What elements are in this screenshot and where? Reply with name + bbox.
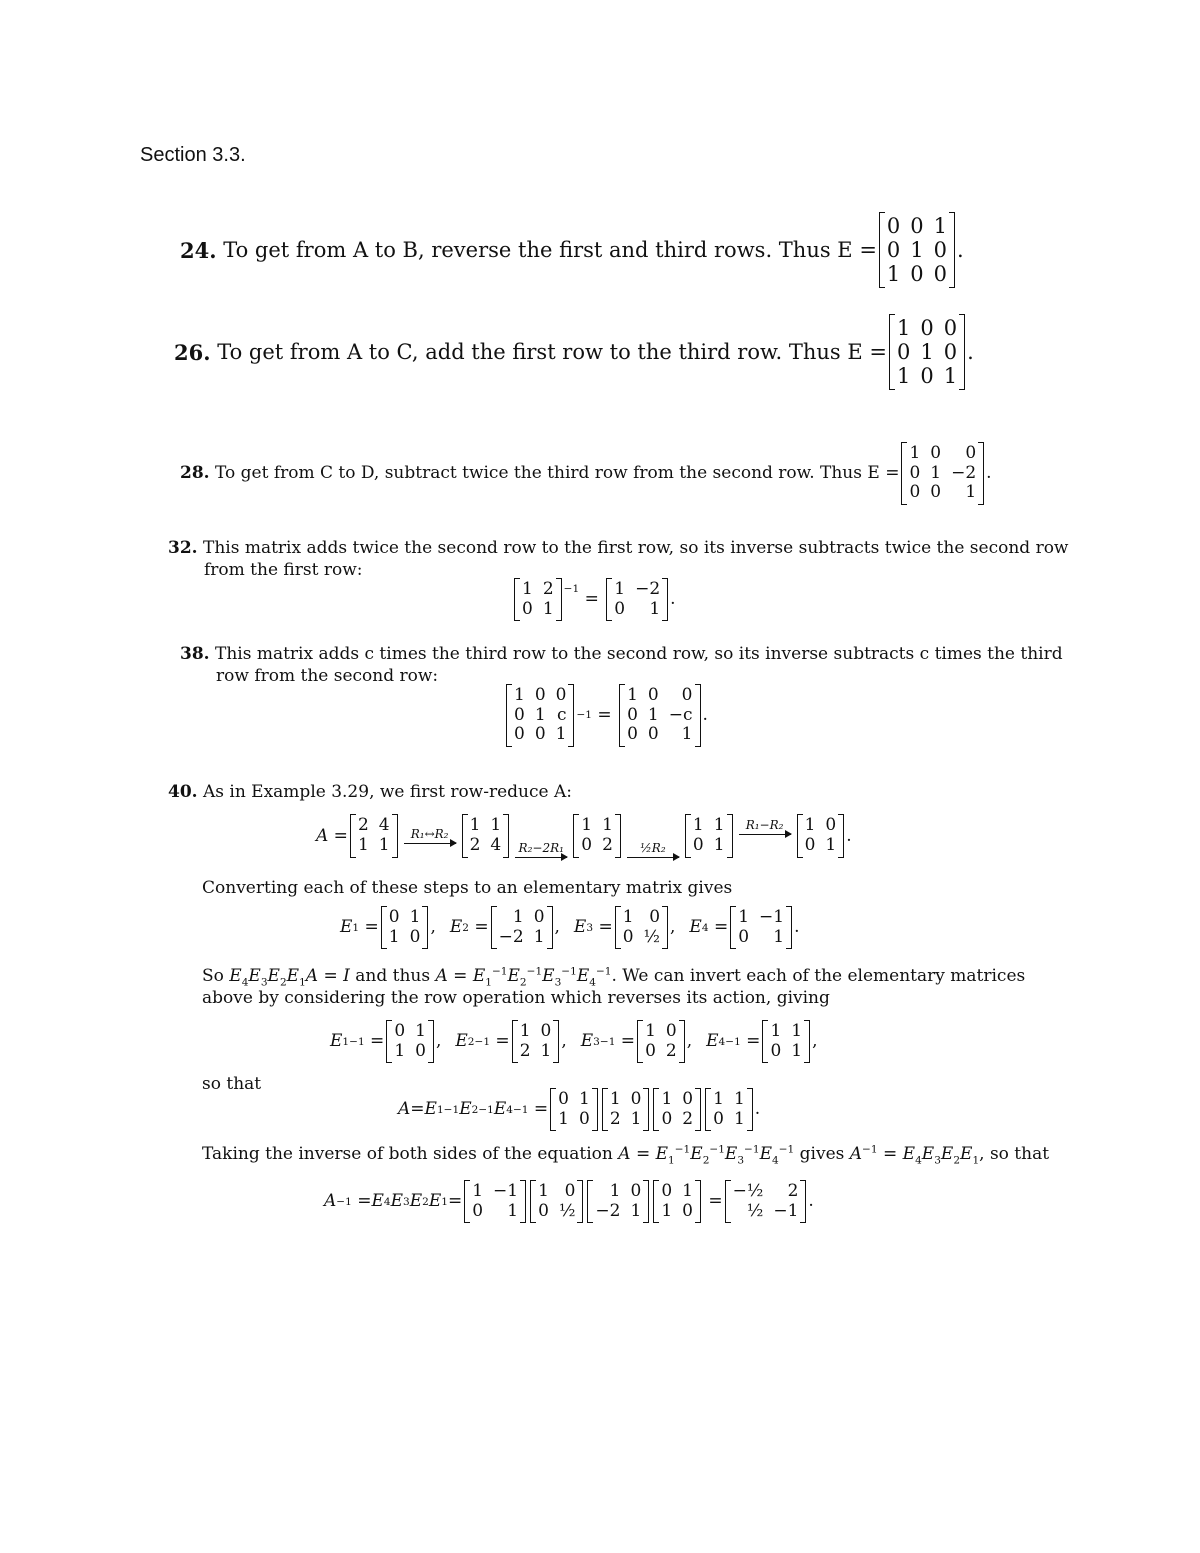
matrix-inverse <box>619 684 700 747</box>
matrix-entry: 0 <box>622 926 634 947</box>
problem-number: 26. <box>174 339 211 365</box>
matrix-entry: 0 <box>910 262 924 287</box>
matrix-entries <box>608 1088 644 1131</box>
matrix-entry: 1 <box>661 1200 673 1221</box>
matrix-entry: 1 <box>630 1108 642 1129</box>
matrix-entry: 1 <box>920 340 934 365</box>
matrix-entry: 1 <box>647 704 659 725</box>
matrix-entry: 1 <box>713 815 725 836</box>
matrix <box>797 814 845 857</box>
matrix-entry: 0 <box>649 907 661 927</box>
matrix-entries <box>593 1180 643 1223</box>
matrix-entry: 1 <box>394 1040 406 1061</box>
matrix-entry: 2 <box>357 815 369 836</box>
matrix-entry: 0 <box>738 926 750 947</box>
matrix-E <box>889 314 965 390</box>
matrix-entry: 1 <box>522 579 533 599</box>
matrix-entry: 1 <box>581 815 593 836</box>
matrix-entry: 0 <box>682 1200 693 1221</box>
matrix-entries <box>659 1088 695 1131</box>
matrix-entry: 0 <box>538 1200 549 1221</box>
matrix-E3-inverse <box>637 1020 685 1063</box>
problem-number: 28. <box>180 463 210 484</box>
matrix-E <box>879 212 955 288</box>
matrix-entries <box>468 814 504 857</box>
matrix-entry: 0 <box>564 1181 576 1201</box>
matrix-entry: 1 <box>661 1089 673 1109</box>
matrix-entry: 0 <box>388 907 400 927</box>
matrix-entry: 0 <box>681 685 693 705</box>
matrix-entries <box>392 1020 428 1063</box>
matrix <box>506 684 574 747</box>
matrix-entries <box>731 1180 801 1223</box>
problem-38-line2: row from the second row: <box>216 666 439 686</box>
matrix-entry: 0 <box>394 1021 406 1041</box>
matrix-entries <box>512 684 568 747</box>
step-arrow: R₂−2R₁ <box>515 842 567 858</box>
matrix-entries <box>497 906 547 949</box>
matrix-entries <box>711 1088 747 1131</box>
problem-text: As in Example 3.29, we first row-reduce A: <box>202 782 572 802</box>
matrix-entry: 1 <box>472 1181 484 1201</box>
matrix-entry: 1 <box>645 1021 656 1041</box>
matrix-entry: 2 <box>519 1040 531 1061</box>
taking-inverse-text: Taking the inverse of both sides of the equation $A = E_1^{-1}E_2^{-1}E_3^{-1}E_4^{-1}$ gives $A^{-1} = E_4E_3E_2E_1$, so that <box>202 1143 1050 1167</box>
matrix-entry: 0 <box>920 364 934 389</box>
matrix-entry: 1 <box>770 1021 782 1041</box>
matrix-E4 <box>730 906 792 949</box>
matrix-entry: 1 <box>627 685 638 705</box>
matrix-entry: 1 <box>534 704 546 725</box>
matrix-entry: 0 <box>578 1108 590 1129</box>
matrix-entries <box>621 906 662 949</box>
matrix-entry: 1 <box>886 262 901 287</box>
matrix-entry: 1 <box>614 579 626 599</box>
step-arrow: ½R₂ <box>627 842 679 858</box>
matrix-entry: 0 <box>933 262 948 287</box>
matrix-entry: −1 <box>773 1200 799 1221</box>
matrix-entry: 0 <box>540 1021 552 1041</box>
problem-40 <box>168 782 572 802</box>
matrix-entry: 0 <box>522 598 533 619</box>
matrix-entries <box>536 1180 577 1223</box>
matrix-entry: 1 <box>602 815 613 836</box>
matrix-entry: 1 <box>512 907 524 927</box>
matrix-entry: 1 <box>791 1021 803 1041</box>
matrix-entry: 0 <box>627 704 638 725</box>
matrix-entry: 0 <box>886 214 901 238</box>
matrix-entries <box>768 1020 804 1063</box>
matrix-entry: 1 <box>825 835 837 855</box>
matrix-E2-inverse <box>512 1020 560 1063</box>
matrix-entry: 1 <box>933 214 948 238</box>
so-line2: above by considering the row operation which reverses its action, giving <box>202 988 830 1008</box>
problem-number: 38. <box>180 644 210 664</box>
matrix-E4-inverse <box>762 1020 810 1063</box>
matrix-entries <box>356 814 392 857</box>
matrix-entry: 1 <box>622 907 634 927</box>
matrix-entry: 1 <box>910 238 924 263</box>
matrix <box>514 578 562 621</box>
matrix-entry: 0 <box>627 724 638 745</box>
matrix-entry: 0 <box>558 1089 569 1109</box>
matrix-entry: 1 <box>540 1040 552 1061</box>
matrix-entries <box>659 1180 695 1223</box>
matrix-entry: 0 <box>614 598 626 619</box>
matrix-E1 <box>381 906 429 949</box>
matrix-entries <box>579 814 615 857</box>
matrix <box>705 1088 753 1131</box>
matrix-entry: 1 <box>555 724 567 745</box>
matrix-entry: 0 <box>804 835 816 855</box>
problem-text: To get from C to D, subtract twice the third row from the second row. Thus E = <box>214 463 900 484</box>
matrix-entry: 1 <box>713 1089 724 1109</box>
matrix-entry: 0 <box>630 1181 642 1201</box>
matrix-entry: 1 <box>692 815 704 836</box>
matrix-entry: 1 <box>773 926 785 947</box>
matrix-entry: 0 <box>770 1040 782 1061</box>
matrix-entry: 0 <box>930 482 942 503</box>
matrix-entry: −c <box>668 704 693 725</box>
matrix-entry: 1 <box>896 364 911 389</box>
matrix-entries <box>803 814 839 857</box>
matrix <box>685 814 733 857</box>
matrix-entries <box>736 906 786 949</box>
matrix <box>464 1180 526 1223</box>
problem-number: 40. <box>168 782 198 802</box>
matrix-entry: 1 <box>409 907 421 927</box>
matrix-entry: 0 <box>920 316 934 340</box>
matrix-entry: 0 <box>534 724 546 745</box>
matrix-entry: 1 <box>738 907 750 927</box>
problem-number: 24. <box>180 237 217 263</box>
product-equation: A = E 1 −1 E 2 −1 E 4 −1 = 0 1 1 0 1 0 2 1 1 0 0 2 1 1 0 1 . <box>398 1088 760 1131</box>
inverse-elementary-matrices: E 1 −1 = 0 1 1 0 , E 2 −1 = 1 0 2 1 , E 3 −1 = 1 0 0 2 , E 4 −1 = 1 1 0 1 , <box>330 1020 818 1063</box>
step-arrow: R₁↔R₂ <box>404 828 456 844</box>
matrix-entry: 2 <box>609 1108 621 1129</box>
matrix-entry: 1 <box>804 815 816 836</box>
matrix-entry: 1 <box>791 1040 803 1061</box>
matrix-result <box>725 1180 807 1223</box>
matrix-entry: 1 <box>533 926 545 947</box>
matrix-entry: −½ <box>732 1181 764 1201</box>
matrix-entry: 0 <box>886 238 901 263</box>
problem-text-line1: This matrix adds c times the third row to the second row, so its inverse subtracts c times the third <box>214 644 1063 664</box>
matrix-entry: −2 <box>595 1200 621 1221</box>
matrix-entry: 1 <box>542 598 554 619</box>
matrix-entry: 1 <box>519 1021 531 1041</box>
matrix-entry: 0 <box>555 685 567 705</box>
step-arrow: R₁−R₂ <box>739 819 791 835</box>
matrix-entry: 1 <box>930 462 942 483</box>
problem-number: 32. <box>168 538 198 558</box>
matrix-entry: 1 <box>538 1181 549 1201</box>
matrix <box>587 1180 649 1223</box>
matrix <box>653 1180 701 1223</box>
matrix-entry: 1 <box>507 1200 519 1221</box>
matrix-entry: 1 <box>713 835 725 855</box>
matrix-entry: 0 <box>661 1108 673 1129</box>
inverse-equation-38: 1 0 0 0 1 c 0 0 1 −1 = 1 0 0 0 1 −c 0 0 1 . <box>504 684 708 747</box>
matrix-entry: 0 <box>645 1040 656 1061</box>
matrix-entry: −1 <box>759 907 785 927</box>
matrix-entry: 2 <box>542 579 554 599</box>
matrix-entries <box>885 212 949 288</box>
matrix-E <box>901 442 984 505</box>
matrix-entry: 1 <box>733 1108 745 1129</box>
matrix-entries <box>387 906 423 949</box>
row-reduction: A = 2 4 1 1 R₁↔R₂ 1 1 2 4 R₂−2R₁ 1 1 0 2 ½R₂ 1 1 0 1 R₁−R₂ 1 0 0 1 . <box>316 814 852 858</box>
matrix <box>602 1088 650 1131</box>
matrix-entry: 0 <box>581 835 593 855</box>
matrix-entry: 1 <box>965 482 977 503</box>
matrix-entry: 1 <box>909 443 921 463</box>
matrix-entry: 2 <box>665 1040 677 1061</box>
matrix-entry: 0 <box>910 214 924 238</box>
problem-38 <box>180 644 1063 664</box>
matrix-entry: 1 <box>649 598 661 619</box>
matrix-E2 <box>491 906 553 949</box>
matrix-entry: 2 <box>682 1108 694 1129</box>
matrix-E3 <box>615 906 668 949</box>
matrix-entry: 1 <box>415 1021 426 1041</box>
problem-32 <box>168 538 1068 558</box>
matrix-entry: 1 <box>733 1089 745 1109</box>
problem-26: 26. To get from A to C, add the first row to the third row. Thus E = 1 0 0 0 1 0 1 0 1 . <box>174 314 974 390</box>
matrix-entries <box>907 442 978 505</box>
matrix-entry: 1 <box>357 835 369 855</box>
problem-text: To get from A to C, add the first row to the third row. Thus E = <box>217 340 887 365</box>
converting-text: Converting each of these steps to an elementary matrix gives <box>202 878 733 898</box>
inverse-product-equation: A −1 = E 4 E 3 E 2 E 1 = 1 −1 0 1 1 0 0 ½ 1 0 −2 1 0 1 1 0 = −½ 2 ½ −1 . <box>324 1180 814 1223</box>
matrix-A <box>350 814 398 857</box>
matrix-entry: −1 <box>493 1181 519 1201</box>
matrix-entry: ½ <box>746 1200 764 1221</box>
matrix-entry: 1 <box>490 815 502 836</box>
problem-text-line1: This matrix adds twice the second row to the first row, so its inverse subtracts twice the second row <box>202 538 1069 558</box>
matrix-E1-inverse <box>386 1020 434 1063</box>
matrix <box>550 1088 598 1131</box>
matrix-entry: 1 <box>943 364 958 389</box>
matrix <box>573 814 621 857</box>
matrix-entries <box>691 814 727 857</box>
matrix <box>653 1088 701 1131</box>
matrix-entry: 0 <box>930 443 942 463</box>
matrix-entries <box>612 578 662 621</box>
matrix-entry: 0 <box>909 482 921 503</box>
matrix-entry: 0 <box>647 724 659 745</box>
matrix-entry: 1 <box>681 724 693 745</box>
matrix-entry: 1 <box>896 316 911 340</box>
matrix-entry: 1 <box>630 1200 642 1221</box>
problem-text: To get from A to B, reverse the first and third rows. Thus E = <box>223 238 877 263</box>
matrix-entry: 0 <box>965 443 977 463</box>
matrix-entry: 1 <box>388 926 400 947</box>
matrix-entry: 0 <box>896 340 911 365</box>
matrix-entry: 0 <box>943 340 958 365</box>
matrix-entry: 2 <box>787 1181 799 1201</box>
matrix-entries <box>895 314 959 390</box>
matrix-entries <box>643 1020 679 1063</box>
matrix-entries <box>518 1020 554 1063</box>
matrix-inverse <box>606 578 668 621</box>
matrix-entry: 0 <box>692 835 704 855</box>
matrix-entry: 0 <box>533 907 545 927</box>
problem-24: 24. To get from A to B, reverse the first and third rows. Thus E = 0 0 1 0 1 0 1 0 0 . <box>180 212 964 288</box>
matrix-entry: 0 <box>943 316 958 340</box>
matrix-entry: c <box>556 704 567 725</box>
matrix-entry: 1 <box>609 1181 621 1201</box>
matrix <box>462 814 510 857</box>
matrix-entry: 0 <box>409 926 421 947</box>
matrix-entry: 4 <box>490 835 502 855</box>
matrix-entry: 1 <box>514 685 525 705</box>
matrix-entry: ½ <box>643 926 661 947</box>
matrix-entry: 0 <box>933 238 948 263</box>
matrix-entries <box>625 684 694 747</box>
matrix-entry: 4 <box>378 815 390 836</box>
problem-28: 28. To get from C to D, subtract twice the third row from the second row. Thus E = 1 0 0 0 1 −2 0 0 1 . <box>180 442 992 505</box>
matrix-entry: 1 <box>578 1089 590 1109</box>
matrix-entry: −2 <box>498 926 524 947</box>
matrix-entry: 1 <box>682 1181 693 1201</box>
matrix-entry: 2 <box>602 835 613 855</box>
matrix-entry: 0 <box>472 1200 484 1221</box>
matrix-entries <box>470 1180 520 1223</box>
matrix-entry: 0 <box>630 1089 642 1109</box>
section-heading: Section 3.3. <box>140 144 246 166</box>
matrix-entry: 0 <box>534 685 546 705</box>
matrix-entry: 0 <box>647 685 659 705</box>
matrix <box>530 1180 583 1223</box>
matrix-entry: 1 <box>469 815 481 836</box>
so-line1: So $E_4E_3E_2E_1A = I$ and thus $A = E_1^{-1}E_2^{-1}E_3^{-1}E_4^{-1}$. We can invert each of the elementary matrices <box>202 965 1026 989</box>
matrix-entries <box>556 1088 592 1131</box>
matrix-entry: 0 <box>661 1181 673 1201</box>
matrix-entry: 1 <box>609 1089 621 1109</box>
problem-32-line2: from the first row: <box>204 560 363 580</box>
inverse-equation-32: 1 2 0 1 −1 = 1 −2 0 1 . <box>512 578 676 621</box>
matrix-entry: 0 <box>514 704 525 725</box>
elementary-matrices: E 1 = 0 1 1 0 , E 2 = 1 0 −2 1 , E 3 = 1 0 0 ½ , E 4 = 1 −1 0 1 . <box>340 906 800 949</box>
matrix-entry: 1 <box>378 835 390 855</box>
matrix-entry: 0 <box>825 815 837 836</box>
matrix-entry: 0 <box>665 1021 677 1041</box>
matrix-entries <box>520 578 556 621</box>
matrix-entry: 0 <box>682 1089 694 1109</box>
matrix-entry: 2 <box>469 835 481 855</box>
matrix-entry: 0 <box>415 1040 426 1061</box>
matrix-entry: 0 <box>514 724 525 745</box>
matrix-entry: ½ <box>558 1200 576 1221</box>
matrix-entry: −2 <box>635 579 661 599</box>
matrix-entry: 0 <box>909 462 921 483</box>
matrix-entry: 1 <box>558 1108 569 1129</box>
matrix-entry: −2 <box>951 462 977 483</box>
matrix-entry: 0 <box>713 1108 724 1129</box>
so-that: so that <box>202 1074 262 1094</box>
